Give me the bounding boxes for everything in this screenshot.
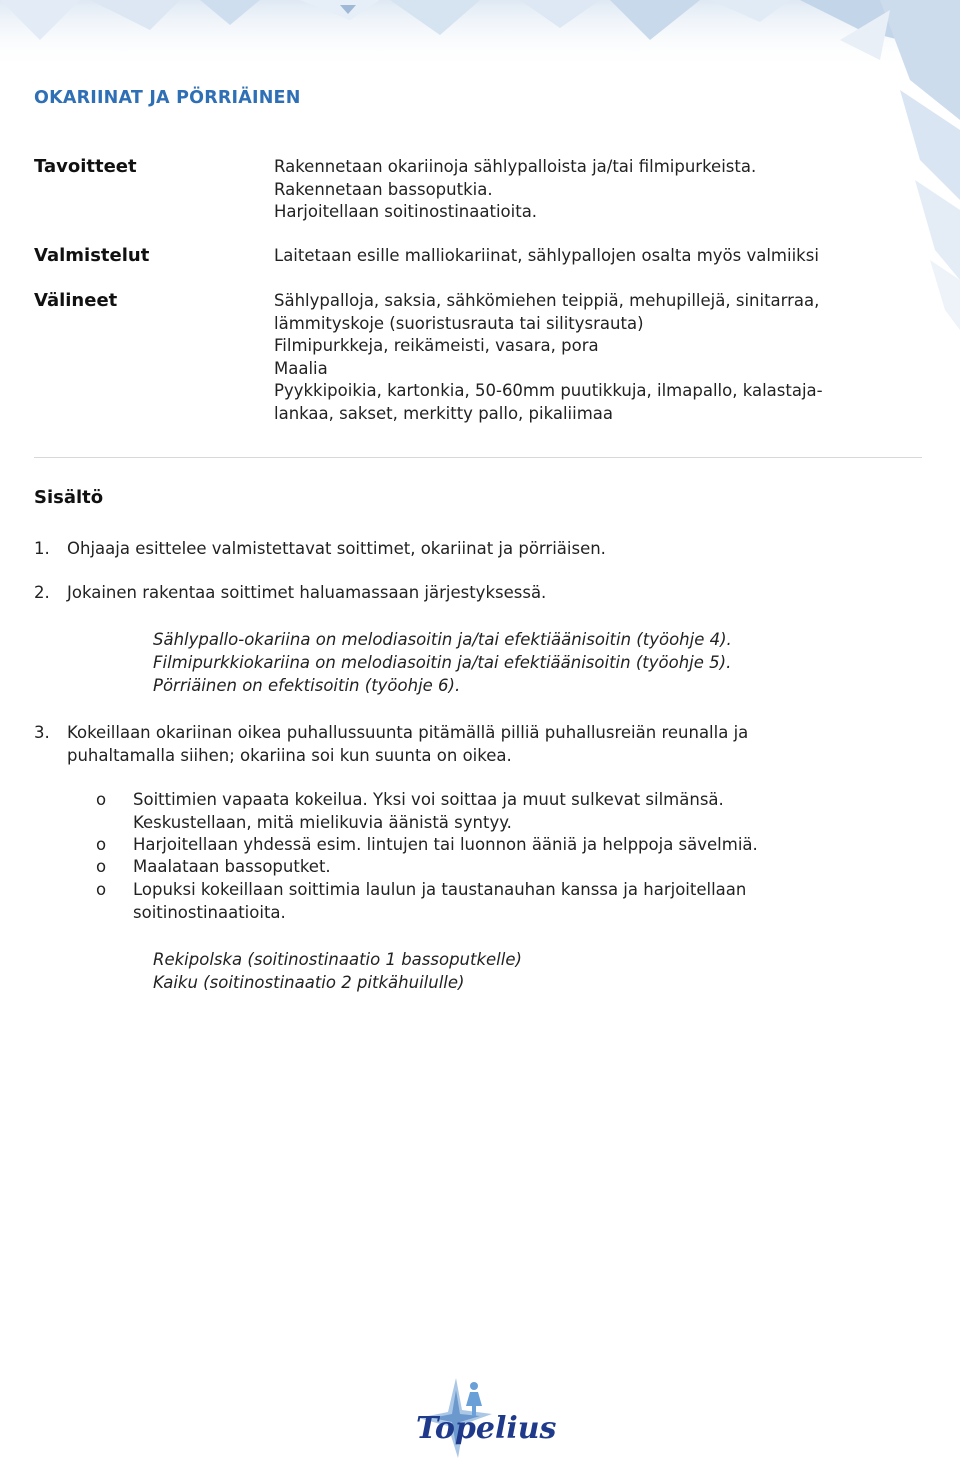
step-number: 1. xyxy=(34,539,50,558)
step-text: Kokeillaan okariinan oikea puhallussuunta pitämällä pilliä puhallusreiän reunalla ja xyxy=(67,723,749,742)
section-divider xyxy=(34,457,922,458)
goals-label: Tavoitteet xyxy=(34,156,137,177)
bullet-marker: o xyxy=(96,835,107,854)
bullet-text: Soittimien vapaata kokeilua. Yksi voi soittaa ja muut sulkevat silmänsä. xyxy=(133,790,724,809)
equipment-line: Pyykkipoikia, kartonkia, 50-60mm puutikkuja, ilmapallo, kalastaja- xyxy=(274,381,823,400)
instrument-note: Pörriäinen on efektisoitin (työohje 6). xyxy=(153,676,461,695)
equipment-line: lankaa, sakset, merkitty pallo, pikaliimaa xyxy=(274,403,614,423)
bullet-text: Harjoitellaan yhdessä esim. lintujen tai luonnon ääniä ja helppoja sävelmiä. xyxy=(133,835,758,854)
equipment-line: Maalia xyxy=(274,358,328,378)
preparations-label: Valmistelut xyxy=(34,245,150,266)
song-item: Kaiku (soitinostinaatio 2 pitkähuilulle) xyxy=(153,973,465,992)
goals-line: Rakennetaan bassoputkia. xyxy=(274,179,493,199)
equipment-line: Sählypalloja, saksia, sähkömiehen teippiä, mehupillejä, sinitarraa, xyxy=(274,291,820,310)
goals-line: Rakennetaan okariinoja sählypalloista ja/tai filmipurkeista. xyxy=(274,157,757,176)
step-text: puhaltamalla siihen; okariina soi kun suunta on oikea. xyxy=(67,745,512,765)
preparations-text xyxy=(274,245,819,268)
side-decoration xyxy=(820,0,960,330)
bullet-text: Keskustellaan, mitä mielikuvia äänistä syntyy. xyxy=(133,812,512,832)
equipment-label: Välineet xyxy=(34,290,118,311)
step-text: Ohjaaja esittelee valmistettavat soittimet, okariinat ja pörriäisen. xyxy=(67,539,606,558)
equipment-text xyxy=(274,290,823,425)
bullet-marker: o xyxy=(96,857,107,876)
equipment-line: Filmipurkkeja, reikämeisti, vasara, pora xyxy=(274,336,599,355)
instrument-notes xyxy=(153,628,732,697)
bullet-text: soitinostinaatioita. xyxy=(133,902,286,922)
equipment-line: lämmityskoje (suoristusrauta tai silitysrauta) xyxy=(274,313,644,333)
step-text: Jokainen rakentaa soittimet haluamassaan järjestyksessä. xyxy=(67,583,547,602)
goals-line: Harjoitellaan soitinostinaatioita. xyxy=(274,202,538,221)
bullet-marker: o xyxy=(96,790,107,809)
goals-text xyxy=(274,156,756,224)
step-number: 3. xyxy=(34,723,50,742)
instrument-note: Sählypallo-okariina on melodiasoitin ja/tai efektiäänisoitin (työohje 4). xyxy=(153,630,732,649)
song-list xyxy=(153,948,522,994)
content-heading: Sisältö xyxy=(34,487,104,508)
bullet-text: Lopuksi kokeillaan soittimia laulun ja taustanauhan kanssa ja harjoitellaan xyxy=(133,880,747,899)
topelius-logo xyxy=(396,1376,566,1468)
document-title: OKARIINAT JA PÖRRIÄINEN xyxy=(34,88,301,108)
logo-wordmark: Topelius xyxy=(416,1411,557,1446)
preparations-line: Laitetaan esille malliokariinat, sählypallojen osalta myös valmiiksi xyxy=(274,246,819,265)
step-number: 2. xyxy=(34,583,50,602)
song-item: Rekipolska (soitinostinaatio 1 bassoputkelle) xyxy=(153,950,522,969)
bullet-marker: o xyxy=(96,880,107,899)
bullet-text: Maalataan bassoputket. xyxy=(133,857,331,876)
instrument-note: Filmipurkkiokariina on melodiasoitin ja/tai efektiäänisoitin (työohje 5). xyxy=(153,653,732,672)
